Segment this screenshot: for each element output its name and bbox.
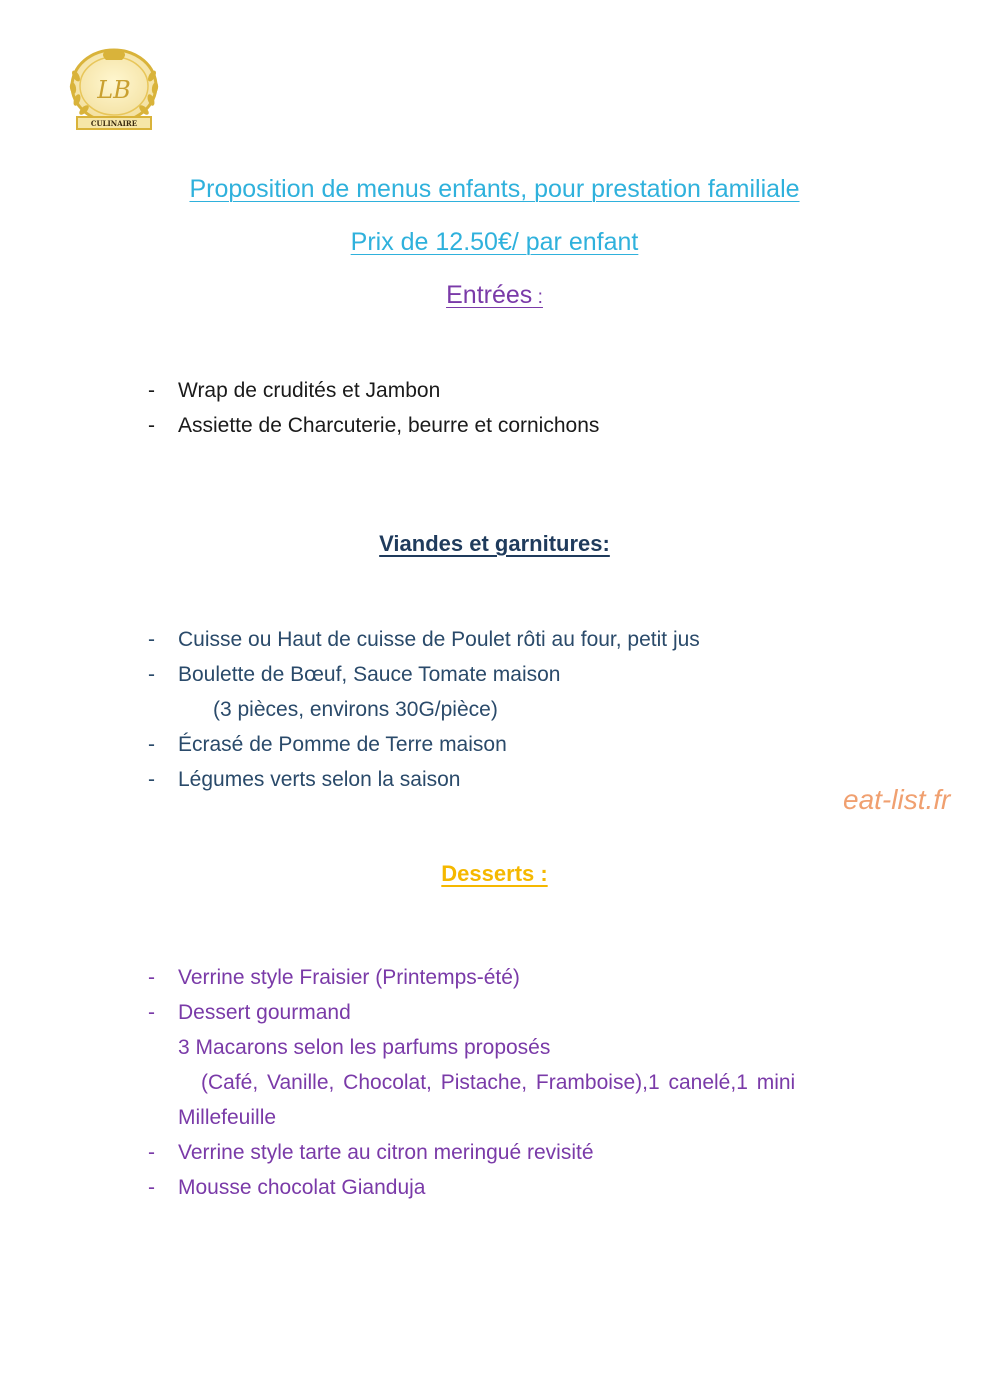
list-item: - Verrine style Fraisier (Printemps-été): [148, 960, 795, 995]
logo: [62, 46, 166, 132]
list-item: - Assiette de Charcuterie, beurre et cornichons: [148, 408, 599, 443]
entrees-list: [148, 373, 599, 443]
price-line: Prix de 12.50€/ par enfant: [350, 228, 639, 256]
list-item-detail: 3 Macarons selon les parfums proposés: [178, 1036, 551, 1059]
page-title: Proposition de menus enfants, pour prestation familiale: [189, 175, 800, 203]
list-item: - Dessert gourmand: [148, 995, 795, 1030]
list-item-detail: (Café, Vanille, Chocolat, Pistache, Framboise),1 canelé,1 mini: [201, 1071, 796, 1094]
laurel-logo-icon: [62, 46, 166, 132]
logo-monogram: LB: [97, 76, 131, 104]
watermark: eat-list.fr: [843, 784, 951, 815]
list-item: - Cuisse ou Haut de cuisse de Poulet rôti au four, petit jus: [148, 622, 700, 657]
entrees-heading: Entrées :: [446, 281, 543, 309]
logo-label: CULINAIRE: [90, 119, 138, 128]
desserts-list: [148, 960, 795, 1205]
list-item: - Légumes verts selon la saison: [148, 762, 700, 797]
list-item: - Mousse chocolat Gianduja: [148, 1170, 795, 1205]
list-item-detail: (3 pièces, environs 30G/pièce): [213, 698, 498, 721]
list-item: - Boulette de Bœuf, Sauce Tomate maison: [148, 657, 700, 692]
list-item-detail: Millefeuille: [178, 1106, 277, 1129]
list-item: - Wrap de crudités et Jambon: [148, 373, 599, 408]
viandes-list: [148, 622, 700, 797]
desserts-heading: Desserts :: [441, 861, 548, 886]
list-item: - Écrasé de Pomme de Terre maison: [148, 727, 700, 762]
viandes-heading: Viandes et garnitures:: [379, 531, 610, 556]
list-item: - Verrine style tarte au citron meringué revisité: [148, 1135, 795, 1170]
